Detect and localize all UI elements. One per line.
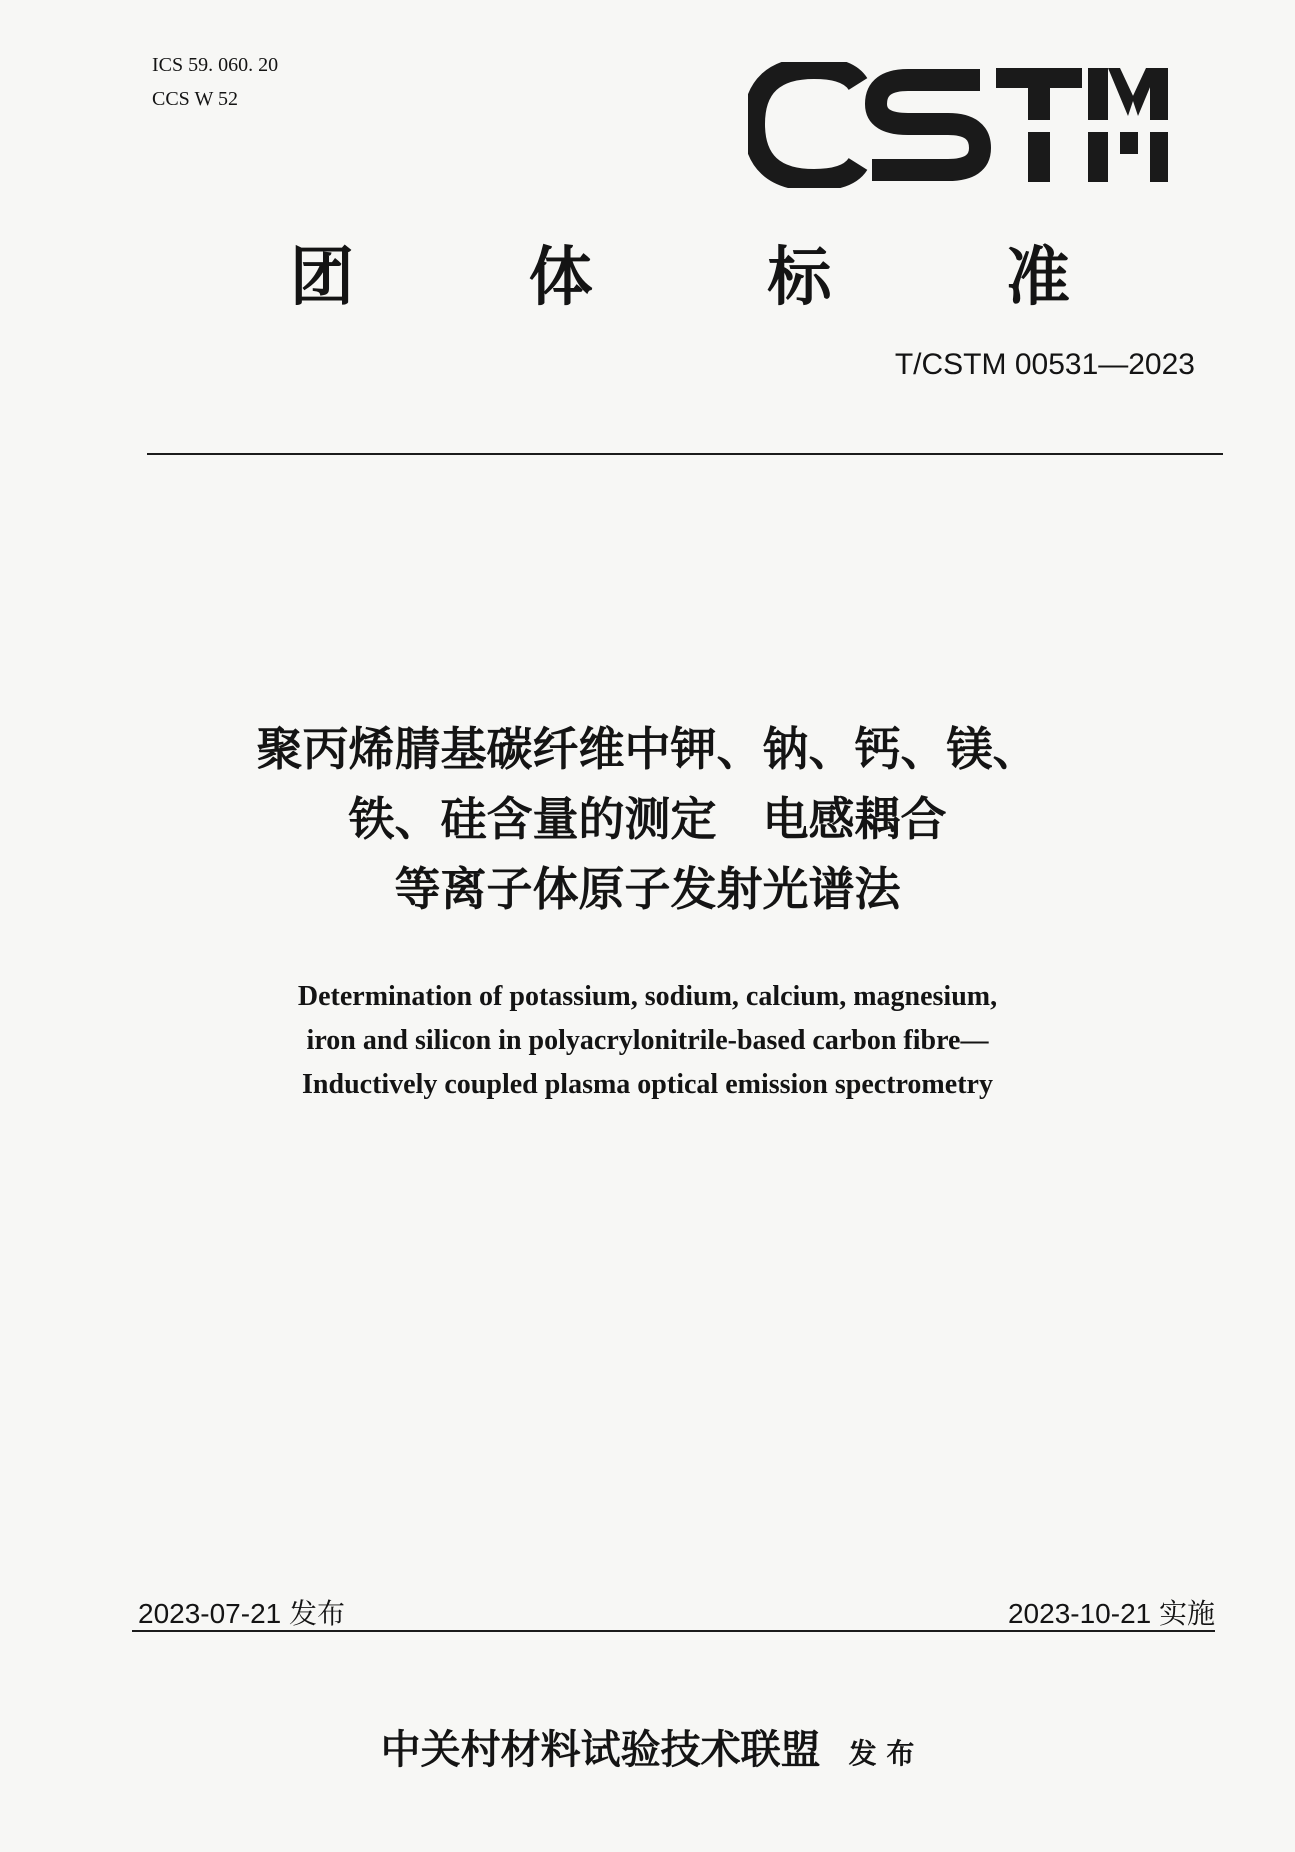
publisher-suffix: 发 布	[848, 1737, 915, 1770]
standard-type-char: 标	[767, 241, 832, 315]
header-divider	[147, 453, 1223, 455]
chinese-title-line: 等离子体原子发射光谱法	[394, 862, 901, 916]
english-title-line: iron and silicon in polyacrylonitrile-based carbon fibre—	[306, 1025, 989, 1056]
standard-type-heading	[290, 226, 1070, 318]
publisher	[0, 1718, 1295, 1775]
chinese-title-line: 铁、硅含量的测定 电感耦合	[348, 792, 947, 846]
footer-divider	[132, 1630, 1215, 1632]
english-title-line: Inductively coupled plasma optical emission spectrometry	[302, 1069, 993, 1100]
ccs-code: CCS W 52	[152, 88, 238, 110]
standard-type-char: 准	[1005, 241, 1070, 315]
english-title-line: Determination of potassium, sodium, calcium, magnesium,	[297, 981, 998, 1012]
chinese-title-line: 聚丙烯腈基碳纤维中钾、钠、钙、镁、	[256, 722, 1039, 776]
standard-type-char: 团	[290, 241, 354, 315]
cstm-logo	[748, 62, 1168, 188]
english-title	[150, 975, 1145, 1107]
ics-code: ICS 59. 060. 20	[152, 54, 279, 76]
standard-number: T/CSTM 00531—2023	[894, 348, 1195, 381]
chinese-title	[150, 714, 1145, 924]
issue-date: 2023-07-21 发布	[138, 1598, 346, 1629]
standard-type-char: 体	[528, 241, 593, 315]
publisher-name: 中关村材料试验技术联盟	[380, 1726, 821, 1773]
classification-codes	[152, 48, 278, 116]
implementation-date: 2023-10-21 实施	[1007, 1598, 1215, 1629]
